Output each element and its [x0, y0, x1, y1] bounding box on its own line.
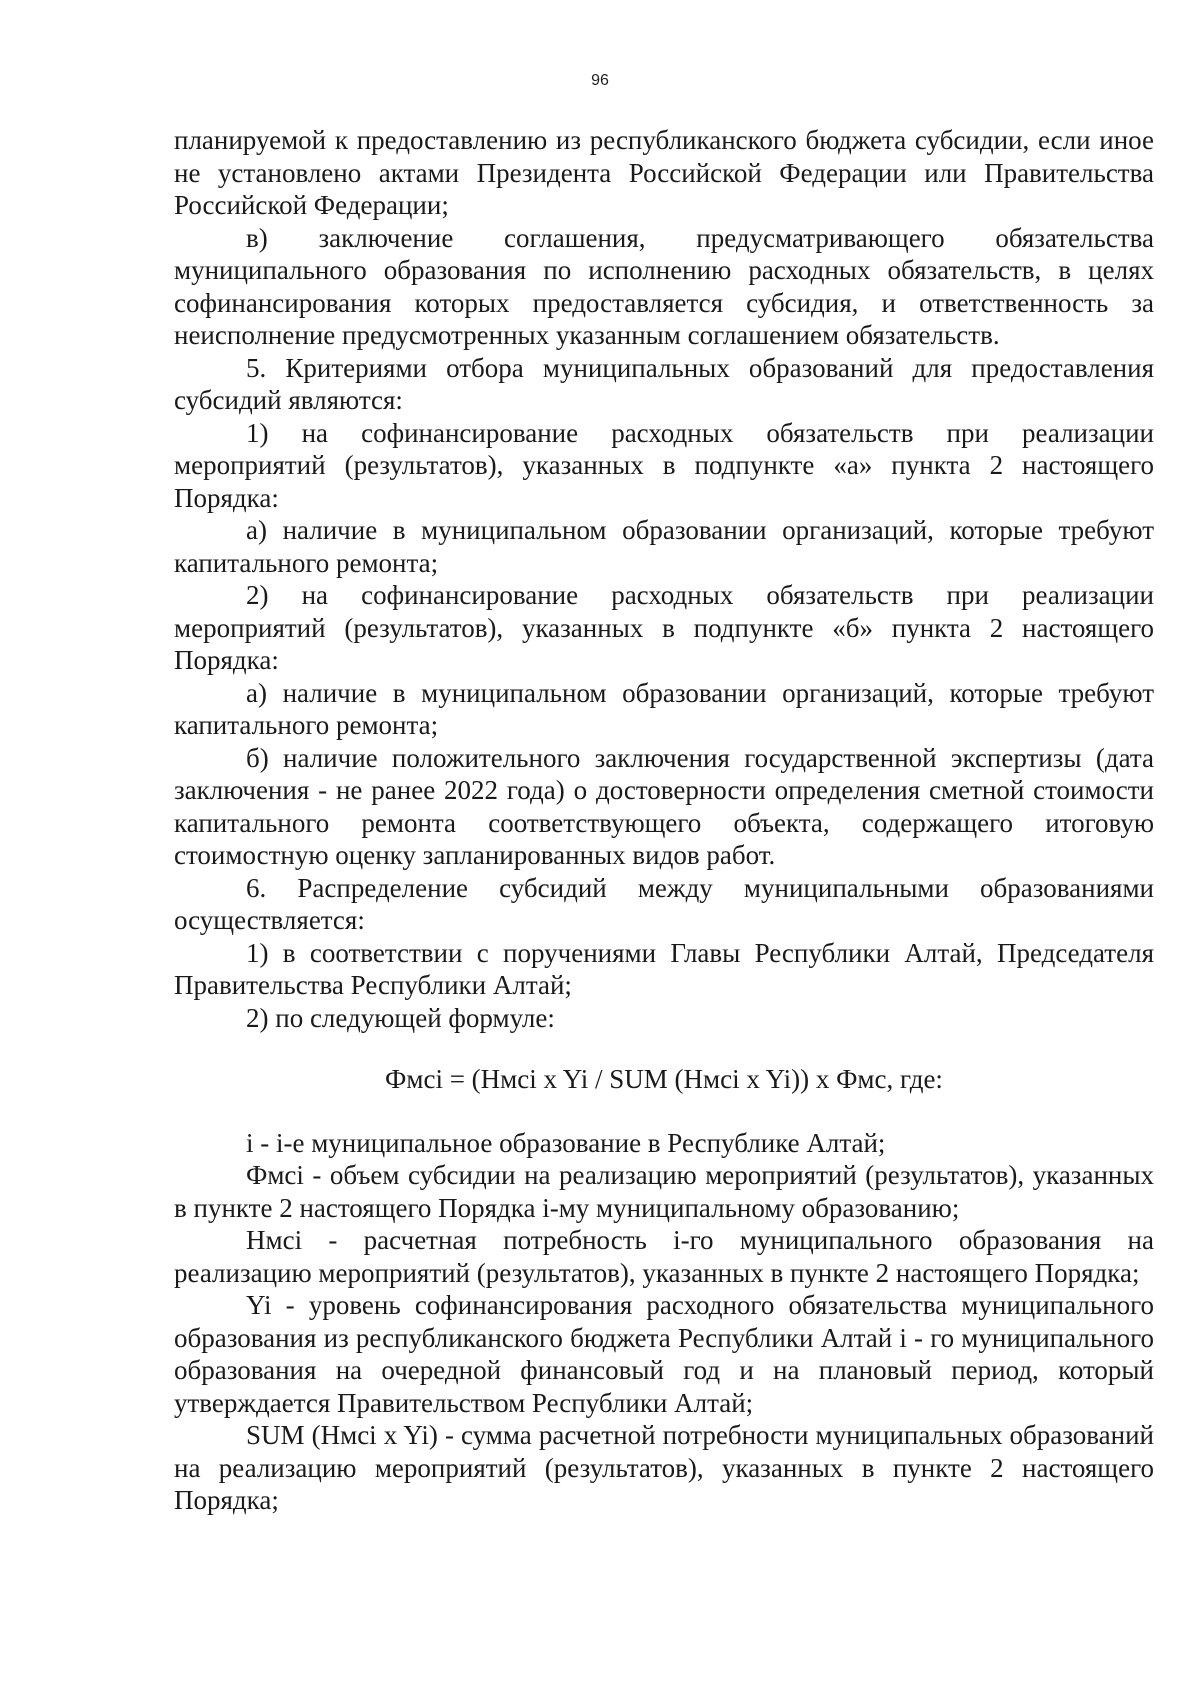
paragraph-criteria-2-a: а) наличие в муниципальном образовании организаций, которые требуют капитального ремонта;	[174, 677, 1154, 740]
paragraph-continuation: планируемой к предоставлению из республиканского бюджета субсидии, если иное не установлено актами Президента Российской Федерации или Правительства Российской Федерации;	[174, 125, 1154, 220]
paragraph-section-5-criteria: 5. Критериями отбора муниципальных образований для предоставления субсидий являются:	[174, 352, 1154, 415]
paragraph-criteria-1-a: а) наличие в муниципальном образовании организаций, которые требуют капитального ремонта;	[174, 515, 1154, 578]
paragraph-item-v-agreement: в) заключение соглашения, предусматривающего обязательства муниципального образования по исполнению расходных обязательств, в целях софинансирования которых предоставляется субсидия, и ответственность за неисполнение предусмотренных указанным соглашением обязательств.	[174, 222, 1154, 350]
paragraph-distribution-2: 2) по следующей формуле:	[246, 1002, 555, 1033]
document-body	[174, 124, 1154, 1517]
definition-yi: Yi - уровень софинансирования расходного обязательства муниципального образования из республиканского бюджета Республики Алтай i - го муниципального образования на очередной финансовый год и на плановый период, который утверждается Правительством Республики Алтай;	[174, 1290, 1154, 1418]
paragraph-criteria-2-b: б) наличие положительного заключения государственной экспертизы (дата заключения - не ранее 2022 года) о достоверности определения сметной стоимости капитального ремонта соответствующего объекта, содержащего итоговую стоимостную оценку запланированных видов работ.	[174, 742, 1154, 870]
definition-fmsi: Фмсi - объем субсидии на реализацию мероприятий (результатов), указанных в пункте 2 настоящего Порядка i-му муниципальному образованию;	[174, 1160, 1154, 1223]
definition-sum: SUM (Нмсi x Yi) - сумма расчетной потребности муниципальных образований на реализацию мероприятий (результатов), указанных в пункте 2 настоящего Порядка;	[174, 1420, 1154, 1515]
page-number: 96	[591, 72, 609, 89]
paragraph-criteria-1: 1) на софинансирование расходных обязательств при реализации мероприятий (результатов), указанных в подпункте «а» пункта 2 настоящего Порядка:	[174, 417, 1154, 513]
formula: Фмсi = (Нмсi x Yi / SUM (Нмсi x Yi)) x Фмс, где:	[385, 1064, 943, 1094]
paragraph-criteria-2: 2) на софинансирование расходных обязательств при реализации мероприятий (результатов), указанных в подпункте «б» пункта 2 настоящего Порядка:	[174, 580, 1154, 675]
definition-nmsi: Нмсi - расчетная потребность i-го муниципального образования на реализацию мероприятий (результатов), указанных в пункте 2 настоящего Порядка;	[174, 1225, 1154, 1288]
paragraph-section-6-distribution: 6. Распределение субсидий между муниципальными образованиями осуществляется:	[174, 872, 1154, 935]
definition-i: i - i-е муниципальное образование в Республике Алтай;	[246, 1127, 886, 1158]
paragraph-distribution-1: 1) в соответствии с поручениями Главы Республики Алтай, Председателя Правительства Республики Алтай;	[174, 937, 1154, 1000]
